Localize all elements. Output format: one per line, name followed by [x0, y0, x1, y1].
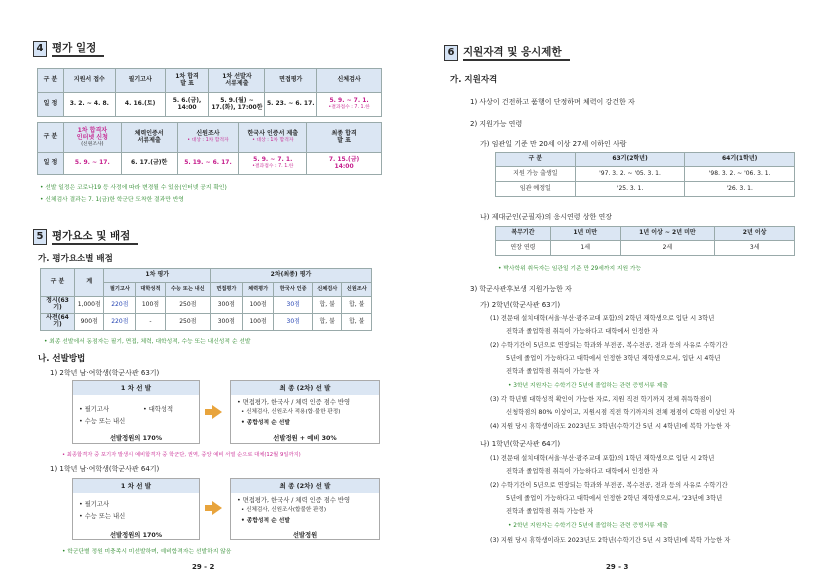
box-foot: 선발정원 — [292, 532, 318, 539]
col-head: 복무기간 — [496, 227, 551, 241]
col-head-sub: (신원조사) — [81, 141, 104, 147]
box-foot: 선발정원 + 예비 30% — [273, 435, 337, 442]
col-head: 64기(1학년) — [685, 153, 795, 167]
box-item: • 대학성적 — [143, 406, 174, 413]
row-label: 일 정 — [38, 153, 64, 175]
col-head: 1년 미만 — [550, 227, 620, 241]
box-item: • 수능 또는 내신 — [79, 418, 126, 425]
cell: - — [136, 314, 165, 331]
score-table — [40, 268, 372, 331]
schedule-table-2 — [37, 122, 382, 175]
cell: 5. 19. ~ 6. 17. — [177, 153, 239, 175]
cell: 5. 9.(월) ~ 17.(화), 17:00한 — [209, 93, 265, 117]
body-line: 3) 학군사관후보생 지원가능한 자 — [470, 285, 572, 293]
cell: 250점 — [165, 297, 210, 314]
subsection-heading: 가. 지원자격 — [450, 75, 498, 85]
item-line: (4) 지원 당시 휴학생이라도 2023년도 3학년(수학기간 5년 시 4학년)에 복학 가능한 자 — [490, 423, 731, 430]
cell: 5. 9. ~ 17. — [63, 153, 121, 175]
col-head-text: 1차 합격자 인터넷 신청 — [76, 126, 108, 141]
box-foot: 선발정원의 170% — [109, 435, 163, 442]
item-line: 진학과 졸업학점 취득 가능한 자 — [506, 508, 594, 515]
cell: 합, 불 — [342, 297, 372, 314]
cell — [239, 153, 307, 175]
col-head: 구 분 — [496, 153, 576, 167]
col-head-text: 신원조사 — [196, 130, 220, 138]
cell: 100점 — [242, 297, 274, 314]
item-line: 진학과 졸업학점 취득이 가능하다고 대학에서 인정한 자 — [506, 328, 658, 335]
cell-subnote: •결과접수 : 7. 1.한 — [252, 164, 294, 170]
page-number: 29 - 2 — [192, 563, 215, 571]
schedule-note: • 선발 일정은 코로나19 등 사정에 따라 변경될 수 있음(인터넷 공지 확인) — [40, 185, 227, 191]
col-head: 1차 선발자 서류제출 — [209, 69, 265, 93]
col-head: 63기(2학년) — [575, 153, 685, 167]
body-line: 나) 1학년(학군사관 64기) — [480, 440, 561, 448]
item-line: 5년에 졸업이 가능하다고 대학에서 인정한 3학년 재학생으로서, 입단 시 4학년 — [506, 355, 721, 362]
section-number: 4 — [33, 41, 47, 57]
box-head: 최 종 (2차) 선 발 — [231, 479, 379, 493]
cell: 300점 — [211, 297, 243, 314]
age-table — [495, 152, 795, 197]
col-head: 신체검사 — [317, 69, 382, 93]
box-foot: 선발정원의 170% — [109, 532, 163, 539]
col-head — [63, 123, 121, 153]
box-item: • 필기고사 — [79, 406, 110, 413]
method-note: • 최종합격자 중 포기자 발생시 예비합격자 중 학군단, 권역, 중앙 예비 서열 순으로 대체(12월 9일까지) — [62, 452, 301, 458]
cell-subnote: •결과접수 : 7. 1.한 — [328, 105, 370, 111]
cell: 30점 — [274, 297, 313, 314]
item-note: • 2학년 지원자는 수학기간 5년에 졸업하는 관련 증빙서류 제출 — [508, 523, 668, 529]
item-line: (1) 전문대 설치대학(서울·부산·광주교대 포함)의 1학년 재학생으로 입단 시 2학년 — [490, 455, 715, 462]
cell: 220점 — [104, 314, 136, 331]
cell: 5. 6.(금), 14:00 — [165, 93, 209, 117]
col-label: 계 — [75, 269, 104, 297]
col-head: 체력인증서 서류제출 — [121, 123, 177, 153]
page-number: 29 - 3 — [606, 563, 629, 571]
cell: 7. 15.(금) 14:00 — [307, 153, 382, 175]
section-number: 5 — [33, 229, 47, 245]
item-line: (3) 지원 당시 휴학생이라도 2023년도 2학년(수학기간 5년 시 3학년)에 복학 가능한 자 — [490, 537, 731, 544]
body-line: 가) 임관일 기준 만 20세 이상 27세 이하인 사람 — [480, 140, 627, 148]
col-head: 지원서 접수 — [63, 69, 115, 93]
cell: 100점 — [136, 297, 165, 314]
cell: 100점 — [242, 314, 274, 331]
sub-head: 면접평가 — [211, 283, 243, 297]
col-head-sub: • 대상 : 1차 합격자 — [252, 138, 294, 144]
right-arrow-icon — [212, 405, 222, 419]
sub-head: 필기고사 — [104, 283, 136, 297]
sub-head: 신원조사 — [342, 283, 372, 297]
row-label: 사전(64기) — [41, 314, 75, 331]
cell: 300점 — [211, 314, 243, 331]
box-head: 1 차 선 발 — [73, 381, 199, 395]
cell: 6. 17.(금)한 — [121, 153, 177, 175]
cell — [317, 93, 382, 117]
item-line: 신청학점의 80% 이상이고, 지원시점 직전 학기까지의 전체 평점이 C학점 이상인 자 — [506, 409, 735, 416]
col-head — [239, 123, 307, 153]
body-line: 2) 지원가능 연령 — [470, 120, 523, 128]
cell: 4. 16.(토) — [115, 93, 165, 117]
section-title: 지원자격 및 응시제한 — [463, 45, 570, 61]
page-29-3 — [410, 0, 820, 580]
age-note: • 박사학위 취득자는 임관일 기준 만 29세까지 지원 가능 — [498, 266, 642, 272]
cell: 250점 — [165, 314, 210, 331]
cell: 합, 불 — [342, 314, 372, 331]
col-head: 필기고사 — [115, 69, 165, 93]
score-note: • 최종 선발에서 동점자는 필기, 면접, 체력, 대학성적, 수능 또는 내신성적 순 선발 — [44, 339, 251, 345]
box-item: • 종합성적 순 선발 — [241, 420, 290, 426]
item-line: 진학과 졸업학점 취득이 가능한 자 — [506, 368, 600, 375]
col-label: 구 분 — [38, 123, 64, 153]
box-item: • 신체검사, 신원조사 적용(합·불한 판정) — [241, 409, 341, 415]
row-label: 임관 예정일 — [496, 182, 576, 197]
cell-date: 5. 9. ~ 7. 1. — [329, 97, 369, 105]
col-head-sub: • 대상 : 1차 합격자 — [187, 138, 229, 144]
item-line: (1) 전문대 설치대학(서울·부산·광주교대 포함)의 2학년 재학생으로 입단 시 3학년 — [490, 315, 715, 322]
body-line: 나) 제대군인(군필자)의 응시연령 상한 연장 — [480, 213, 613, 221]
item-line: (2) 수학기간이 5년으로 연장되는 학과와 부전공, 복수전공, 전과 등의 사유로 수학기간 — [490, 482, 728, 489]
method-title: 1) 2학년 남·여학생(학군사관 63기) — [50, 369, 160, 377]
section-title: 평가 일정 — [52, 41, 104, 57]
section-number: 6 — [444, 45, 458, 61]
cell: 30점 — [274, 314, 313, 331]
row-label: 지원 가능 출생일 — [496, 167, 576, 182]
sub-head: 수능 또는 내신 — [165, 283, 210, 297]
col-head: 1차 합격 발 표 — [165, 69, 209, 93]
cell: 합, 불 — [313, 297, 342, 314]
box-head: 1 차 선 발 — [73, 479, 199, 493]
cell: 2세 — [620, 241, 715, 256]
col-head: 최종 합격 발 표 — [307, 123, 382, 153]
cell: 3세 — [715, 241, 795, 256]
box-item: • 면접평가, 한국사 / 체력 인증 점수 반영 — [237, 399, 351, 406]
box-item: • 종합성적 순 선발 — [241, 518, 290, 524]
cell: 5. 23. ~ 6. 17. — [265, 93, 317, 117]
cell: 1,000점 — [75, 297, 104, 314]
cell: 220점 — [104, 297, 136, 314]
item-note: • 3학년 지원자는 수학기간 5년에 졸업하는 관련 증빙서류 제출 — [508, 383, 668, 389]
section-5-heading — [33, 228, 138, 245]
right-arrow-icon — [212, 501, 222, 515]
col-label: 구 분 — [41, 269, 75, 297]
subsection-heading: 나. 선발방법 — [38, 354, 86, 364]
col-head-text: 한국사 인증서 제출 — [247, 130, 299, 138]
cell: '25. 3. 1. — [575, 182, 685, 197]
row-label: 일 정 — [38, 93, 64, 117]
sub-head: 한국사 인증 — [274, 283, 313, 297]
cell: '98. 3. 2. ~ '06. 3. 1. — [685, 167, 795, 182]
group-head: 2차(최종) 평가 — [211, 269, 372, 283]
body-line: 가) 2학년(학군사관 63기) — [480, 301, 561, 309]
item-line: 5년에 졸업이 가능하다고 대학에서 인정한 2학년 재학생으로서, '23년에 3학년 — [506, 495, 723, 502]
cell: '97. 3. 2. ~ '05. 3. 1. — [575, 167, 685, 182]
cell: 3. 2. ~ 4. 8. — [63, 93, 115, 117]
section-6-heading — [444, 44, 570, 61]
schedule-note: • 신체검사 결과는 7. 1(금)한 학군단 도착한 결과만 반영 — [40, 197, 184, 203]
sub-head: 체력평가 — [242, 283, 274, 297]
box-item: • 신체검사, 신원조사(합불한 판정) — [241, 507, 327, 513]
item-line: 진학과 졸업학점 취득이 가능하다고 대학에서 인정한 자 — [506, 468, 658, 475]
section-4-heading — [33, 40, 104, 57]
sub-head: 대학성적 — [136, 283, 165, 297]
sub-head: 신체검사 — [313, 283, 342, 297]
cell: 1세 — [550, 241, 620, 256]
cell: 900점 — [75, 314, 104, 331]
cell: 합, 불 — [313, 314, 342, 331]
box-head: 최 종 (2차) 선 발 — [231, 381, 379, 395]
box-item: • 필기고사 — [79, 501, 110, 508]
cell: '26. 3. 1. — [685, 182, 795, 197]
section-title: 평가요소 및 배점 — [52, 229, 138, 245]
box-item: • 면접평가, 한국사 / 체력 인증 점수 반영 — [237, 497, 351, 504]
cell-date: 5. 9. ~ 7. 1. — [253, 156, 293, 164]
col-head — [177, 123, 239, 153]
item-line: (3) 각 학년별 대학성적 확인이 가능한 자로, 지원 직전 학기까지 전체 취득학점이 — [490, 396, 712, 403]
schedule-table-1 — [37, 68, 382, 117]
col-label: 구 분 — [38, 69, 64, 93]
body-line: 1) 사상이 건전하고 품행이 단정하며 체력이 강건한 자 — [470, 98, 635, 106]
box-item: • 수능 또는 내신 — [79, 513, 126, 520]
method-title: 1) 1학년 남·여학생(학군사관 64기) — [50, 465, 160, 473]
row-label: 정시(63기) — [41, 297, 75, 314]
method-note: • 학군단별 정원 미충족시 미선발하며, 예비합격자는 선발하지 않음 — [62, 549, 232, 555]
row-label: 연장 연령 — [496, 241, 551, 256]
col-head: 2년 이상 — [715, 227, 795, 241]
age-extension-table — [495, 226, 795, 256]
subsection-heading: 가. 평가요소별 배점 — [38, 254, 113, 264]
col-head: 1년 이상 ~ 2년 미만 — [620, 227, 715, 241]
col-head: 면접평가 — [265, 69, 317, 93]
item-line: (2) 수학기간이 5년으로 연장되는 학과와 부전공, 복수전공, 전과 등의 사유로 수학기간 — [490, 342, 728, 349]
group-head: 1차 평가 — [104, 269, 211, 283]
